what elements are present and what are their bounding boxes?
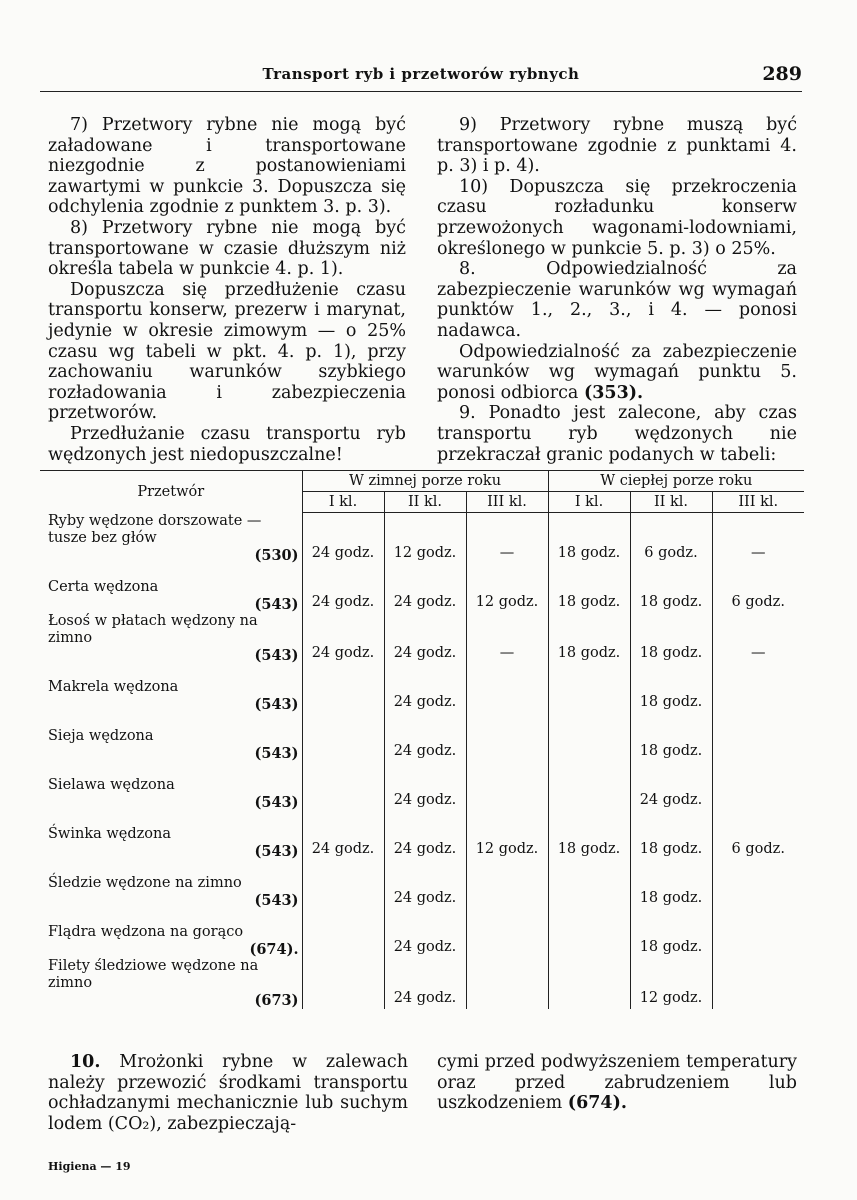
time-cell-w3 (466, 958, 548, 1009)
product-cell (40, 860, 302, 909)
time-cell-s1 (548, 958, 630, 1009)
time-cell-w2: 24 godz. (384, 909, 466, 958)
left-column (48, 115, 406, 465)
table-row (40, 564, 804, 613)
product-reference: (530) (254, 546, 299, 564)
paragraph: Odpowiedzialność za zabezpieczenie warunków wg wymagań punktu 5. ponosi odbiorca (353). (437, 341, 797, 403)
running-title: Transport ryb i przetworów rybnych (262, 65, 580, 83)
time-cell-w3 (466, 909, 548, 958)
time-cell-s3 (712, 860, 804, 909)
header-class-1: I kl. (302, 492, 384, 513)
reference-number: (353). (583, 382, 644, 403)
time-cell-w2: 24 godz. (384, 613, 466, 664)
time-cell-w2: 24 godz. (384, 762, 466, 811)
time-cell-s1 (548, 860, 630, 909)
time-cell-s2: 18 godz. (630, 713, 712, 762)
time-cell-s1 (548, 713, 630, 762)
product-reference: (543) (254, 695, 299, 713)
time-cell-s3 (712, 713, 804, 762)
paragraph: 9. Ponadto jest zalecone, aby czas transportu ryb wędzonych nie przekraczał granic podanych w tabeli: (437, 403, 797, 465)
paragraph: Dopuszcza się przedłużenie czasu transportu konserw, prezerw i marynat, jedynie w okresie zimowym — o 25% czasu wg tabeli w pkt. 4. p. 1), przy zachowaniu warunków szybkiego rozładowania i zabezpieczenia przetworów. (48, 279, 406, 424)
table-row (40, 664, 804, 713)
product-cell (40, 564, 302, 613)
product-cell (40, 811, 302, 860)
time-cell-s3 (712, 958, 804, 1009)
product-name: Makrela wędzona (48, 678, 179, 695)
table-row (40, 613, 804, 664)
product-name: Sielawa wędzona (48, 776, 175, 793)
product-cell (40, 513, 302, 564)
product-name: Flądra wędzona na gorąco (48, 923, 244, 940)
time-cell-w2: 24 godz. (384, 664, 466, 713)
time-cell-w2: 24 godz. (384, 958, 466, 1009)
time-cell-w2: 24 godz. (384, 564, 466, 613)
product-reference: (674). (249, 940, 299, 958)
table-row (40, 762, 804, 811)
table-row (40, 811, 804, 860)
paragraph: 10) Dopuszcza się przekroczenia czasu rozładunku konserw przewożonych wagonami-lodowniami, określonego w punkcie 5. p. 3) o 25%. (437, 176, 797, 259)
paragraph: cymi przed podwyższeniem temperatury oraz przed zabrudzeniem lub uszkodzeniem (674). (437, 1052, 797, 1114)
time-cell-w3: — (466, 513, 548, 564)
right-column (437, 115, 797, 465)
product-reference: (543) (254, 891, 299, 909)
time-cell-s1 (548, 664, 630, 713)
time-cell-w2: 24 godz. (384, 811, 466, 860)
product-name: Ryby wędzone dorszowate — tusze bez głów (48, 512, 262, 546)
table-row (40, 860, 804, 909)
header-winter: W zimnej porze roku (302, 471, 548, 492)
time-cell-w1 (302, 713, 384, 762)
time-cell-w3 (466, 860, 548, 909)
time-cell-w1 (302, 860, 384, 909)
time-cell-s2: 24 godz. (630, 762, 712, 811)
time-cell-s3: — (712, 513, 804, 564)
time-cell-s2: 18 godz. (630, 664, 712, 713)
time-cell-s2: 18 godz. (630, 564, 712, 613)
time-cell-w3 (466, 664, 548, 713)
product-reference: (673) (254, 991, 299, 1009)
page-number: 289 (762, 63, 802, 85)
time-cell-s3 (712, 664, 804, 713)
product-name: Sieja wędzona (48, 727, 154, 744)
product-cell (40, 762, 302, 811)
product-cell (40, 613, 302, 664)
time-cell-w2: 24 godz. (384, 860, 466, 909)
time-cell-s1 (548, 762, 630, 811)
table-body (40, 513, 804, 1009)
header-class-2: II kl. (630, 492, 712, 513)
paragraph: Przedłużanie czasu transportu ryb wędzonych jest niedopuszczalne! (48, 423, 406, 465)
paragraph: 8) Przetwory rybne nie mogą być transportowane w czasie dłuższym niż określa tabela w punkcie 4. p. 1). (48, 217, 406, 280)
time-cell-s3 (712, 909, 804, 958)
product-reference: (543) (254, 744, 299, 762)
table-row (40, 909, 804, 958)
paragraph: 9) Przetwory rybne muszą być transportowane zgodnie z punktami 4. p. 3) i p. 4). (437, 115, 797, 177)
table-row (40, 513, 804, 564)
time-cell-w1 (302, 958, 384, 1009)
paragraph: 10. Mrożonki rybne w zalewach należy przewozić środkami transportu ochładzanymi mechanicznie lub suchym lodem (CO₂), zabezpieczają- (48, 1052, 408, 1134)
time-cell-s3: 6 godz. (712, 811, 804, 860)
table-row (40, 958, 804, 1009)
time-cell-w3: 12 godz. (466, 811, 548, 860)
time-cell-s3 (712, 762, 804, 811)
header-class-2: II kl. (384, 492, 466, 513)
time-cell-s3: 6 godz. (712, 564, 804, 613)
paragraph: 7) Przetwory rybne nie mogą być załadowane i transportowane niezgodnie z postanowieniami zawartymi w punkcie 3. Dopuszcza się odchylenia zgodnie z punktem 3. p. 3). (48, 115, 406, 218)
section-number: 10. (70, 1052, 101, 1072)
product-cell (40, 909, 302, 958)
product-reference: (543) (254, 842, 299, 860)
product-reference: (543) (254, 793, 299, 811)
product-name: Świnka wędzona (48, 825, 171, 842)
time-cell-w2: 12 godz. (384, 513, 466, 564)
signature-mark: Higiena — 19 (48, 1160, 131, 1173)
reference-number: (674). (567, 1093, 627, 1114)
product-reference: (543) (254, 646, 299, 664)
time-cell-w1: 24 godz. (302, 564, 384, 613)
time-cell-w2: 24 godz. (384, 713, 466, 762)
header-class-3: III kl. (712, 492, 804, 513)
time-cell-s2: 12 godz. (630, 958, 712, 1009)
time-cell-w1 (302, 909, 384, 958)
product-name: Filety śledziowe wędzone na zimno (48, 957, 259, 991)
bottom-left-column (48, 1052, 408, 1134)
time-cell-s2: 18 godz. (630, 909, 712, 958)
product-name: Łosoś w płatach wędzony na zimno (48, 612, 258, 646)
bottom-right-column (437, 1052, 797, 1114)
time-cell-s2: 18 godz. (630, 811, 712, 860)
table-row (40, 713, 804, 762)
time-cell-w1 (302, 762, 384, 811)
time-cell-s2: 6 godz. (630, 513, 712, 564)
product-cell (40, 958, 302, 1009)
time-cell-s1: 18 godz. (548, 564, 630, 613)
time-cell-w1: 24 godz. (302, 811, 384, 860)
time-cell-w1: 24 godz. (302, 513, 384, 564)
time-cell-s1 (548, 909, 630, 958)
time-cell-w3: — (466, 613, 548, 664)
time-cell-s1: 18 godz. (548, 513, 630, 564)
time-cell-w3 (466, 762, 548, 811)
page-header (40, 63, 802, 92)
time-cell-s1: 18 godz. (548, 613, 630, 664)
header-class-3: III kl. (466, 492, 548, 513)
time-cell-s3: — (712, 613, 804, 664)
time-cell-w1 (302, 664, 384, 713)
time-cell-w3 (466, 713, 548, 762)
product-cell (40, 664, 302, 713)
header-summer: W ciepłej porze roku (548, 471, 804, 492)
product-name: Certa wędzona (48, 578, 159, 595)
time-cell-w3: 12 godz. (466, 564, 548, 613)
product-name: Śledzie wędzone na zimno (48, 874, 242, 891)
header-class-1: I kl. (548, 492, 630, 513)
time-cell-s2: 18 godz. (630, 860, 712, 909)
time-cell-w1: 24 godz. (302, 613, 384, 664)
time-cell-s1: 18 godz. (548, 811, 630, 860)
header-product: Przetwór (40, 471, 302, 513)
smoked-fish-transport-table (40, 470, 804, 1009)
time-cell-s2: 18 godz. (630, 613, 712, 664)
product-cell (40, 713, 302, 762)
product-reference: (543) (254, 595, 299, 613)
paragraph: 8. Odpowiedzialność za zabezpieczenie warunków wg wymagań punktów 1., 2., 3., i 4. — ponosi nadawca. (437, 259, 797, 341)
